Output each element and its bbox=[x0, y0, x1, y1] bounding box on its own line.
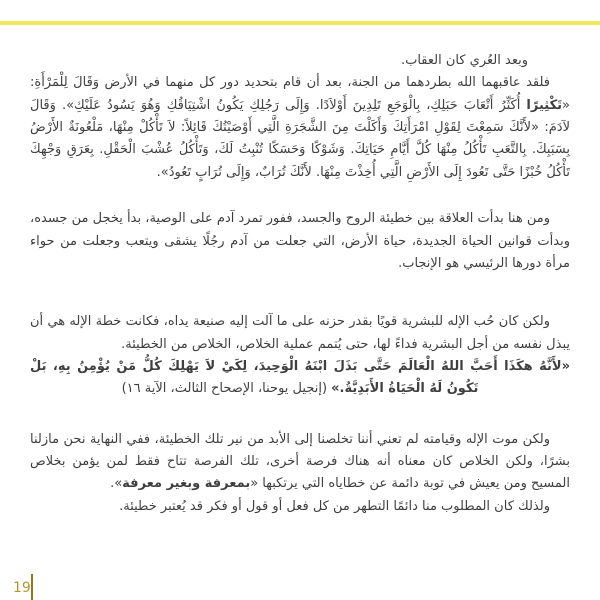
paragraph-punishment-quote bbox=[30, 72, 570, 184]
paragraph-scripture-quote-citation bbox=[30, 356, 570, 401]
bold-text-run: «لأَنَّهُ هكَذَا أَحَبَّ اللهُ الْعَالَمَ حَتَّى بَذَلَ ابْنَهُ الْوَحِيدَ، لِكَيْ لاَ يَهْلِكَ كُلُّ مَنْ يُؤْمِنُ بِهِ، بَلْ تَكُونُ لَهُ الْحَيَاةُ الأَبَدِيَّةُ.» bbox=[30, 358, 570, 397]
text-run: ». bbox=[110, 476, 123, 492]
text-run: فلقد عاقبهما الله بطردهما من الجنة، بعد أن قام بتحديد دور كل منهما في الأرض وَقَالَ لِلْمَرْأَةِ: « bbox=[30, 75, 570, 113]
text-run: أُكَثِّرُ أَتْعَابَ حَبَلِكِ، بِالْوَجَعِ تَلِدِينَ أَوْلاَدًا. وَإِلَى رَجُلِكِ يَكُونُ اشْتِيَاقُكِ وَهُوَ يَسُودُ عَلَيْكِ». وَقَالَ لآدَمَ: «لأَنَّكَ سَمِعْتَ لِقَوْلِ امْرَأَتِكَ وَأَكَلْتَ مِنَ الشَّجَرَةِ الَّتِي أَوْصَيْتُكَ قَائِلاً: لاَ تَأْكُلْ مِنْهَا، مَلْعُونَةٌ الأَرْضُ بِسَبَبِكَ. بِالتَّعَبِ تَأْكُلُ مِنْهَا كُلَّ أَيَّامِ حَيَاتِكَ. وَشَوْكًا وَحَسَكًا تُنْبِتُ لَكَ، وَتَأْكُلُ عُشْبَ الْحَقْلِ. بِعَرَقِ وَجْهِكَ تَأْكُلُ خُبْزًا حَتَّى تَعُودَ إِلَى الأَرْضِ الَّتِي أُخِذْتَ مِنْهَا. لأَنَّكَ تُرَابٌ، وَإِلَى تُرَابٍ تَعُودُ». bbox=[30, 97, 570, 180]
page-number: 19 bbox=[13, 580, 31, 596]
text-run: ولذلك كان المطلوب منا دائمًا التطهر من كل فعل أو قول أو فكر قد يُعتبر خطيئة. bbox=[119, 498, 550, 514]
paragraph-divine-love-intro bbox=[30, 311, 570, 356]
footer-accent-bar bbox=[31, 574, 33, 600]
text-run: وبعد العُري كان العقاب. bbox=[400, 53, 528, 68]
paragraph-closing-line bbox=[30, 496, 570, 518]
text-run: ولكن كان حُب الإله للبشرية قويًا بقدر حزنه على ما آلت إليه صنيعة يداه، فكانت خطة الإله هي أن يبذل نفسه من أجل البشرية فداءً لها، حتى يُتمم عملية الخلاص، الخلاص من الخطيئة. bbox=[30, 314, 570, 352]
paragraph-opening-line bbox=[30, 50, 570, 72]
text-run: ولكن موت الإله وقيامته لم تعني أننا تخلصنا إلى الأبد من نير تلك الخطيئة، ففي النهاية نحن مازلنا بشرًا، ولكن الخلاص كان معناه أنه هناك فرصة أخرى، تلك الفرصة تتاح فقط لمن يؤمن بخلاص المسيح ومن يعيش في توبة دائمة عن خطاياه التي يرتكبها « bbox=[30, 431, 570, 492]
page-text-content bbox=[30, 50, 570, 518]
paragraph-soul-body-relation bbox=[30, 208, 570, 275]
bold-text-run: بمعرفة وبغير معرفة bbox=[122, 476, 251, 492]
paragraph-salvation-meaning bbox=[30, 429, 570, 496]
text-run: (إنجيل يوحنا، الإصحاح الثالث، الآية ١٦) bbox=[121, 381, 332, 397]
bold-text-run: تَكْثِيرًا bbox=[526, 97, 563, 113]
text-run: ومن هنا بدأت العلاقة بين خطيئة الروح والجسد، ففور تمرد آدم على الوصية، بدأ يخجل من جسده، وبدأت قوانين الحياة الجديدة، حياة الأرض، التي جعلت من آدم رجُلًا يشقى ويتعب وجعلت من حواء مرأة دورها الرئيسي هو الإنجاب. bbox=[30, 211, 570, 271]
top-accent-rule bbox=[0, 21, 600, 25]
